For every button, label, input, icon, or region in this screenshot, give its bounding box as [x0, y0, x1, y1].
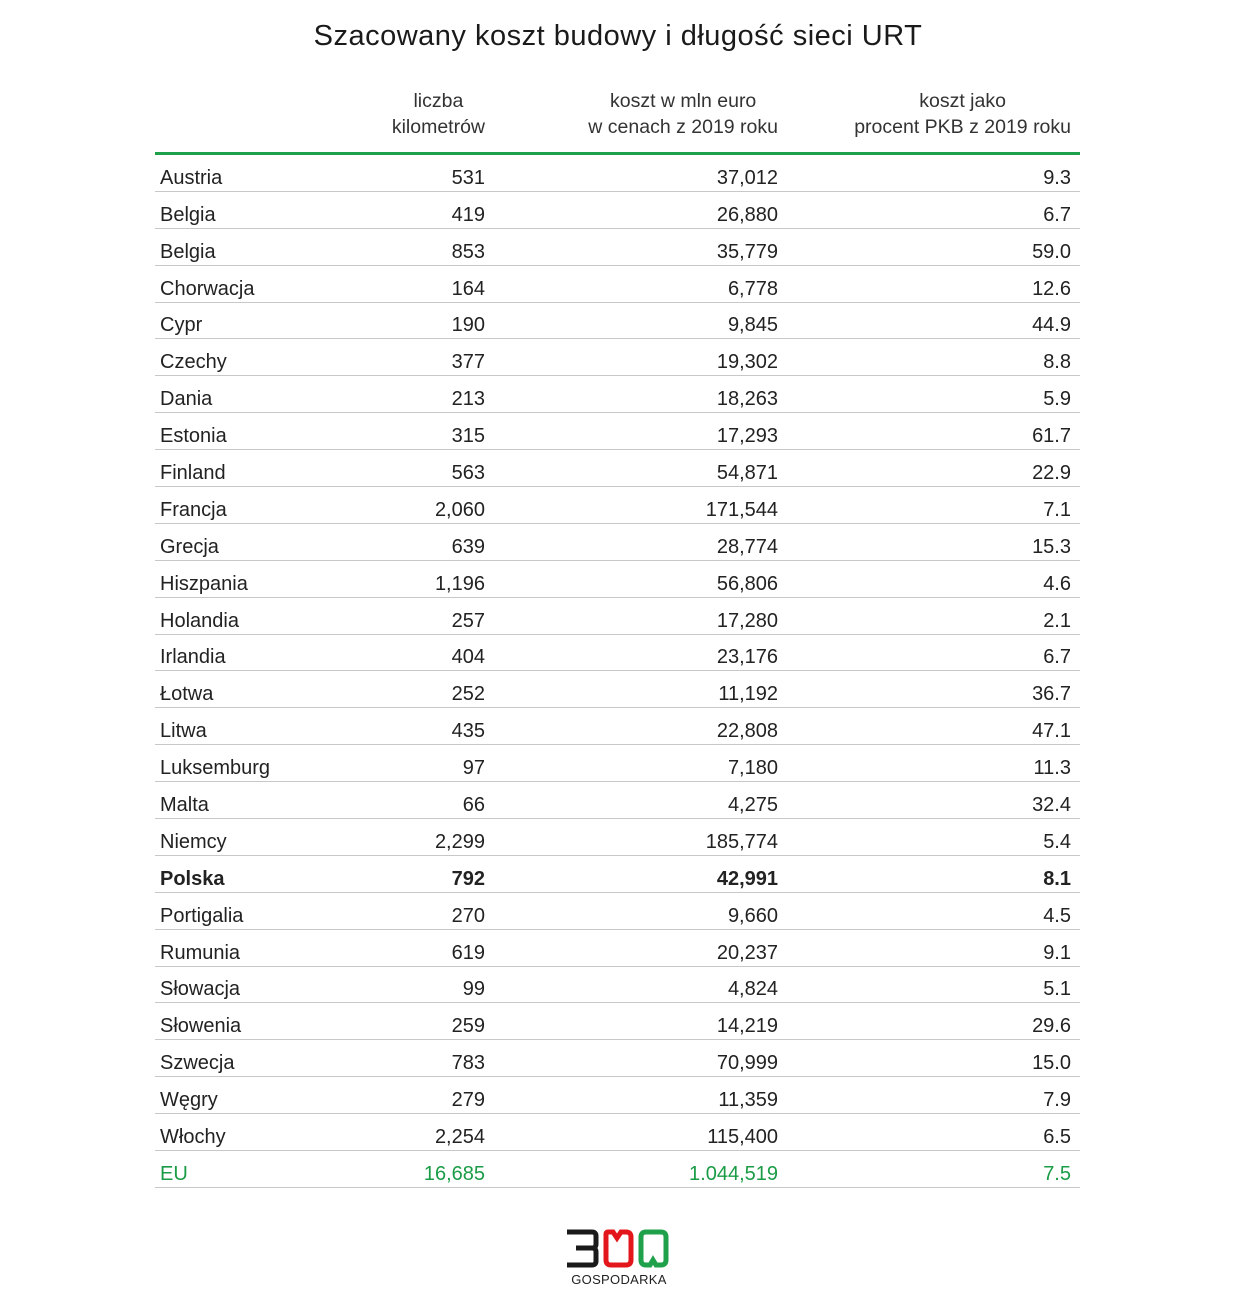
table-row: [155, 1151, 1080, 1188]
cell-country: Węgry: [160, 1089, 218, 1112]
cell-gdp-percent: 9.1: [1043, 941, 1071, 964]
cell-gdp-percent: 44.9: [1032, 314, 1071, 337]
logo-digit-0-red: [606, 1232, 631, 1265]
cell-km: 2,299: [434, 830, 485, 853]
cell-km: 377: [451, 351, 485, 374]
cell-country: Malta: [160, 794, 209, 817]
cell-country: Chorwacja: [160, 277, 255, 300]
cell-gdp-percent: 29.6: [1032, 1015, 1071, 1038]
table-row: [155, 1040, 1080, 1077]
table-row: [155, 598, 1080, 635]
cell-km: 563: [451, 462, 485, 485]
cell-gdp-percent: 11.3: [1033, 757, 1071, 780]
cell-cost: 28,774: [716, 535, 778, 558]
cell-country: Holandia: [160, 609, 239, 632]
data-table: [155, 88, 1080, 1188]
cell-km: 2,060: [434, 498, 485, 521]
cell-cost: 1.044,519: [689, 1162, 778, 1185]
header-cost-line1: koszt w mln euro: [609, 90, 757, 112]
cell-km: 259: [451, 1015, 485, 1038]
table-row: [155, 782, 1080, 819]
cell-km: 66: [462, 794, 485, 817]
cell-cost: 37,012: [716, 166, 778, 189]
cell-gdp-percent: 8.8: [1043, 351, 1071, 374]
table-row: [155, 266, 1080, 303]
table-row: [155, 376, 1080, 413]
cell-km: 97: [462, 757, 485, 780]
table-row: [155, 524, 1080, 561]
cell-gdp-percent: 8.1: [1043, 867, 1071, 890]
cell-country: Litwa: [160, 720, 207, 743]
logo-text: GOSPODARKA: [571, 1272, 667, 1287]
cell-cost: 17,280: [716, 609, 778, 632]
header-km-line2: kilometrów: [391, 116, 485, 138]
cell-km: 419: [451, 203, 485, 226]
header-gdp: [778, 88, 1078, 152]
cell-cost: 11,192: [718, 683, 778, 706]
cell-km: 1,196: [434, 572, 485, 595]
table-row: [155, 413, 1080, 450]
table-row: [155, 1003, 1080, 1040]
cell-cost: 185,774: [705, 830, 778, 853]
cell-gdp-percent: 15.3: [1032, 535, 1071, 558]
cell-country: Szwecja: [160, 1052, 235, 1075]
cell-country: Niemcy: [160, 830, 227, 853]
cell-cost: 6,778: [727, 277, 778, 300]
table-body: [155, 155, 1080, 1188]
cell-country: Dania: [160, 388, 213, 411]
cell-country: Luksemburg: [160, 757, 271, 780]
table-row: [155, 1114, 1080, 1151]
table-row: [155, 155, 1080, 192]
header-cost: [485, 88, 778, 152]
cell-country: Francja: [160, 498, 227, 521]
table-header: [155, 88, 1080, 155]
cell-gdp-percent: 7.9: [1043, 1089, 1071, 1112]
cell-km: 270: [451, 904, 485, 927]
table-row: [155, 967, 1080, 1004]
cell-country: Włochy: [160, 1126, 226, 1149]
cell-country: Czechy: [160, 351, 227, 374]
cell-cost: 115,400: [707, 1126, 778, 1149]
cell-country: Rumunia: [160, 941, 241, 964]
cell-gdp-percent: 9.3: [1043, 166, 1071, 189]
cell-cost: 4,275: [727, 794, 778, 817]
cell-cost: 54,871: [716, 462, 778, 485]
cell-country: Belgia: [160, 203, 216, 226]
cell-cost: 42,991: [716, 867, 778, 890]
cell-cost: 20,237: [716, 941, 778, 964]
table-row: [155, 1077, 1080, 1114]
cell-gdp-percent: 15.0: [1032, 1052, 1071, 1075]
cell-gdp-percent: 36.7: [1032, 683, 1071, 706]
cell-gdp-percent: 5.9: [1043, 388, 1071, 411]
cell-country: Słowenia: [160, 1015, 242, 1038]
table-row: [155, 930, 1080, 967]
cell-km: 164: [451, 277, 485, 300]
cell-gdp-percent: 5.1: [1043, 978, 1071, 1001]
header-gdp-line1: koszt jako: [919, 90, 1006, 112]
cell-gdp-percent: 5.4: [1043, 830, 1071, 853]
cell-km: 257: [451, 609, 485, 632]
cell-km: 792: [451, 867, 485, 890]
cell-gdp-percent: 4.5: [1043, 904, 1071, 927]
logo-digit-0-green: [641, 1232, 666, 1265]
cell-country: Grecja: [160, 535, 219, 558]
cell-country: Irlandia: [160, 646, 226, 669]
cell-km: 435: [451, 720, 485, 743]
cell-cost: 23,176: [716, 646, 778, 669]
cell-gdp-percent: 7.5: [1043, 1162, 1071, 1185]
table-row: [155, 856, 1080, 893]
cell-gdp-percent: 22.9: [1032, 462, 1071, 485]
cell-country: Słowacja: [160, 978, 241, 1001]
cell-cost: 9,845: [727, 314, 778, 337]
cell-cost: 26,880: [716, 203, 778, 226]
cell-km: 279: [451, 1089, 485, 1112]
chart-title: Szacowany koszt budowy i długość sieci URT: [313, 20, 923, 52]
cell-cost: 18,263: [716, 388, 778, 411]
table-row: [155, 893, 1080, 930]
cell-country: Belgia: [160, 240, 216, 263]
cell-km: 2,254: [434, 1126, 485, 1149]
cell-gdp-percent: 59.0: [1032, 240, 1071, 263]
header-km: [325, 88, 485, 152]
table-row: [155, 635, 1080, 672]
table-row: [155, 561, 1080, 598]
table-row: [155, 708, 1080, 745]
cell-country: Estonia: [160, 425, 227, 448]
cell-gdp-percent: 12.6: [1032, 277, 1071, 300]
cell-km: 16,685: [423, 1162, 485, 1185]
cell-country: Łotwa: [160, 683, 214, 706]
table-row: [155, 745, 1080, 782]
cell-cost: 56,806: [716, 572, 778, 595]
cell-gdp-percent: 7.1: [1043, 498, 1071, 521]
header-country: [155, 88, 325, 152]
cell-cost: 14,219: [716, 1015, 778, 1038]
cell-km: 99: [462, 978, 485, 1001]
cell-km: 783: [451, 1052, 485, 1075]
cell-gdp-percent: 47.1: [1032, 720, 1071, 743]
table-row: [155, 192, 1080, 229]
cell-cost: 9,660: [727, 904, 778, 927]
cell-country: Portigalia: [160, 904, 244, 927]
cell-country: Hiszpania: [160, 572, 248, 595]
cell-cost: 70,999: [716, 1052, 778, 1075]
cell-cost: 7,180: [727, 757, 778, 780]
header-km-line1: liczba: [413, 90, 464, 112]
cell-gdp-percent: 2.1: [1043, 609, 1071, 632]
cell-km: 315: [451, 425, 485, 448]
table-row: [155, 487, 1080, 524]
cell-cost: 171,544: [705, 498, 778, 521]
cell-country: Polska: [160, 867, 225, 890]
cell-km: 252: [451, 683, 485, 706]
table-row: [155, 671, 1080, 708]
table-row: [155, 450, 1080, 487]
cell-km: 531: [451, 166, 485, 189]
cell-cost: 11,359: [718, 1089, 778, 1112]
cell-gdp-percent: 32.4: [1032, 794, 1071, 817]
cell-km: 853: [451, 240, 485, 263]
table-row: [155, 819, 1080, 856]
cell-km: 639: [451, 535, 485, 558]
cell-gdp-percent: 6.7: [1043, 203, 1071, 226]
logo-digit-3: [567, 1232, 596, 1265]
cell-cost: 4,824: [727, 978, 778, 1001]
cell-gdp-percent: 61.7: [1032, 425, 1071, 448]
cell-gdp-percent: 4.6: [1043, 572, 1071, 595]
cell-km: 404: [451, 646, 485, 669]
cell-country: Finland: [160, 462, 226, 485]
cell-km: 190: [451, 314, 485, 337]
table-row: [155, 303, 1080, 340]
cell-cost: 19,302: [716, 351, 778, 374]
cell-gdp-percent: 6.5: [1043, 1126, 1071, 1149]
cell-country: Cypr: [160, 314, 203, 337]
cell-cost: 17,293: [716, 425, 778, 448]
cell-cost: 22,808: [716, 720, 778, 743]
cell-country: EU: [160, 1162, 188, 1185]
cell-gdp-percent: 6.7: [1043, 646, 1071, 669]
header-gdp-line2: procent PKB z 2019 roku: [854, 116, 1071, 138]
table-row: [155, 229, 1080, 266]
header-cost-line2: w cenach z 2019 roku: [588, 116, 778, 138]
cell-km: 213: [451, 388, 485, 411]
cell-km: 619: [451, 941, 485, 964]
table-row: [155, 339, 1080, 376]
cell-country: Austria: [160, 166, 223, 189]
cell-cost: 35,779: [716, 240, 778, 263]
